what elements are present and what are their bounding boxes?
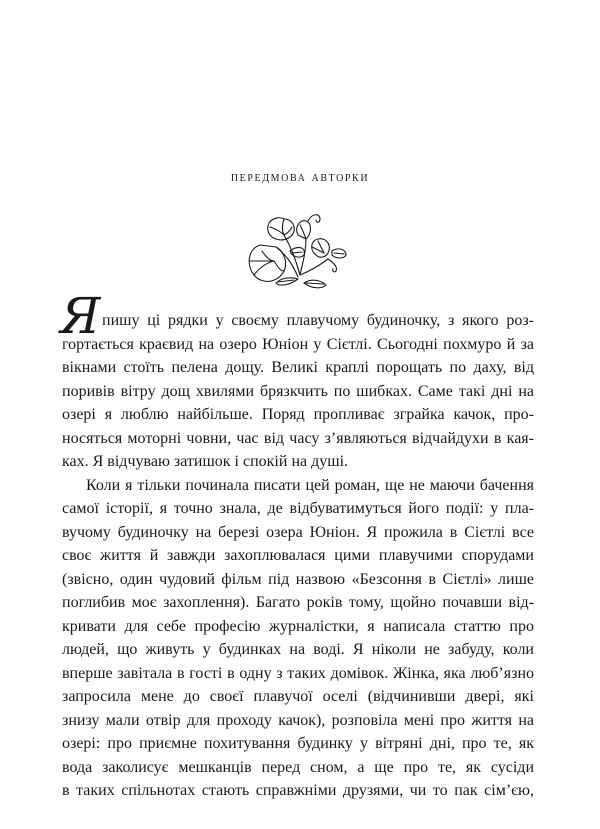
text-line: ках. Я відчуваю затишок і спокій на душі. xyxy=(62,453,349,470)
text-line: вучому будиночку на березі озера Юніон. Я прожила в Сієтлі все xyxy=(62,523,534,541)
text-line: знизу мали отвір для проходу качок), розповіла мені про життя на xyxy=(62,711,534,729)
paragraph-1 xyxy=(60,287,534,474)
text-line: кривати для себе професію журналістки, я написала статтю про xyxy=(62,617,534,635)
flower-ornament-icon xyxy=(240,205,352,295)
text-line: вода заколисує мешканців перед сном, а ще про те, як сусіди xyxy=(62,758,534,776)
text-line: вікнами стоїть пелена дощу. Великі краплі порощать по даху, від xyxy=(62,359,534,376)
text-line: озері: про приємне похитування будинку у вітряні дні, про те, як xyxy=(62,735,534,752)
text-line: самої історії, я точно знала, де відбуватимуться його події: у пла- xyxy=(62,500,534,517)
drop-cap: Я xyxy=(60,287,101,345)
text-line: в таких спільнотах стають справжніми друзями, чи то пак сім’єю, xyxy=(62,782,534,799)
text-line: запросила мене до своєї плавучої оселі (відчинивши двері, які xyxy=(62,688,534,705)
text-line: поривів вітру дощ хвилями брязкчить по шибках. Саме такі дні на xyxy=(62,382,534,400)
text-line: Коли я тільки починала писати цей роман, ще не маючи бачення xyxy=(86,476,534,494)
text-line: людей, що живуть у будинках на воді. Я ніколи не забуду, коли xyxy=(62,641,534,658)
text-line: гортається краєвид на озеро Юніон у Сієтлі. Сьогодні похмуро й за xyxy=(62,335,534,353)
paragraph-2 xyxy=(62,474,534,803)
text-line: носяться моторні човни, час від часу з’являються відчайдухи в кая- xyxy=(62,429,534,447)
text-line: (звісно, один чудовий фільм під назвою «Безсоння в Сієтлі» лише xyxy=(62,570,534,588)
text-line: озері я люблю найбільше. Поряд пропливає зграйка качок, про- xyxy=(62,406,534,423)
text-line: вперше завітала в гості в одну з таких домівок. Жінка, яка люб’язно xyxy=(62,664,534,682)
text-line: своє життя й завжди захоплювалася цими плавучими спорудами xyxy=(62,547,534,564)
body-text xyxy=(60,287,534,803)
text-line: поглибив моє захоплення). Багато років тому, щойно почавши від- xyxy=(62,594,534,611)
chapter-heading: передмова авторки xyxy=(230,170,370,185)
text-line: Я пишу ці рядки у своєму плавучому будиночку, з якого роз- xyxy=(60,287,534,345)
